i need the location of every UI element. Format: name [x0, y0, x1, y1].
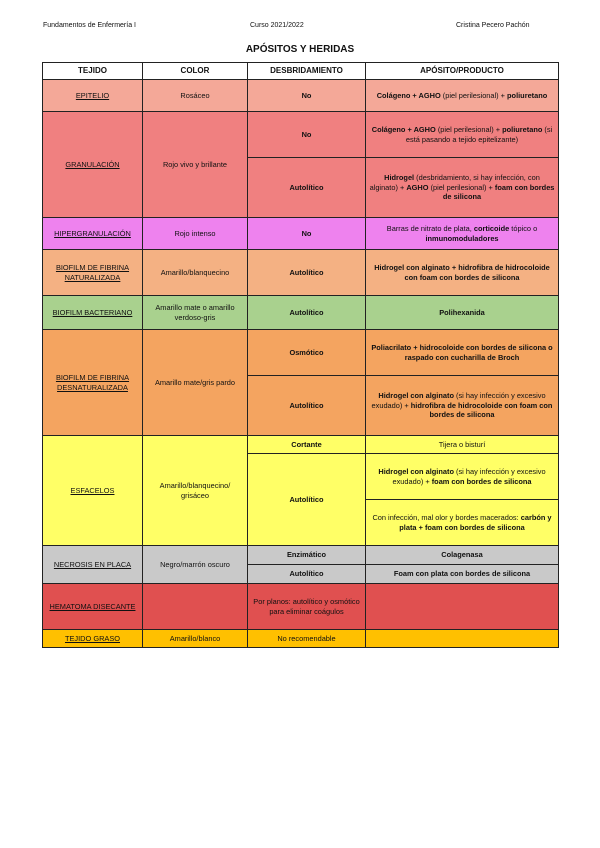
product-cell	[366, 500, 559, 546]
col-header-tejido: TEJIDO	[43, 63, 143, 80]
product-text: poliuretano	[502, 124, 543, 134]
table-row-granulacion	[43, 112, 559, 158]
table-row-biofilm-desnaturalizada	[43, 330, 559, 376]
color-cell: Rojo vivo y brillante	[143, 112, 248, 218]
product-text: Colágeno + AGHO	[371, 124, 436, 134]
header-course: Curso 2021/2022	[250, 22, 304, 29]
product-cell: Polihexanida	[366, 296, 559, 330]
tissue-cell: GRANULACIÓN	[43, 112, 143, 218]
product-text: (piel perilesional) +	[435, 124, 503, 134]
product-text: (piel perilesional) +	[440, 90, 508, 100]
table-row-esfacelos	[43, 436, 559, 454]
product-text: hidrofibra de hidrocoloide con foam con bordes de silicona	[410, 400, 553, 420]
product-cell: Foam con plata con bordes de silicona	[366, 565, 559, 584]
table-row-tejido-graso	[43, 630, 559, 648]
tissue-cell: TEJIDO GRASO	[43, 630, 143, 648]
debridement-cell: Autolítico	[248, 250, 366, 296]
debridement-cell: Por planos: autolítico y osmótico para eliminar coágulos	[248, 584, 366, 630]
product-text: (piel perilesional) +	[428, 182, 495, 192]
debridement-cell: Cortante	[248, 436, 366, 454]
debridement-cell: Osmótico	[248, 330, 366, 376]
debridement-cell: No	[248, 112, 366, 158]
product-text: (si hay infección y excesivo exudado) +	[371, 390, 546, 410]
color-cell: Amarillo/blanquecino/ grisáceo	[143, 436, 248, 546]
product-cell: Poliacrilato + hidrocoloide con bordes de silicona o raspado con cucharilla de Broch	[366, 330, 559, 376]
product-cell	[366, 630, 559, 648]
product-text: AGHO	[406, 182, 429, 192]
product-text: poliuretano	[507, 90, 548, 100]
product-cell: Hidrogel con alginato + hidrofibra de hidrocoloide con foam con bordes de silicona	[366, 250, 559, 296]
header-author: Cristina Pecero Pachón	[456, 22, 530, 29]
product-cell	[366, 112, 559, 158]
dressings-table	[42, 62, 559, 648]
product-text: Con infección, mal olor y bordes macerados:	[372, 512, 521, 522]
tissue-cell: EPITELIO	[43, 80, 143, 112]
col-header-color: COLOR	[143, 63, 248, 80]
debridement-cell: Autolítico	[248, 565, 366, 584]
tissue-cell: HEMATOMA DISECANTE	[43, 584, 143, 630]
product-text: Hidrogel con alginato	[378, 466, 454, 476]
product-cell	[366, 454, 559, 500]
product-text: (si hay infección y excesivo exudado) +	[392, 466, 546, 486]
product-cell	[366, 218, 559, 250]
table-row-necrosis	[43, 546, 559, 565]
debridement-cell: No	[248, 218, 366, 250]
product-text: corticoide	[473, 223, 510, 233]
debridement-cell: Autolítico	[248, 376, 366, 436]
tissue-cell: BIOFILM BACTERIANO	[43, 296, 143, 330]
tissue-cell: BIOFILM DE FIBRINA NATURALIZADA	[43, 250, 143, 296]
table-header-row	[43, 63, 559, 80]
col-header-aposito: APÓSITO/PRODUCTO	[366, 63, 559, 80]
product-text: carbón y plata + foam con bordes de silicona	[399, 512, 552, 532]
product-cell: Colagenasa	[366, 546, 559, 565]
color-cell: Amarillo mate/gris pardo	[143, 330, 248, 436]
color-cell: Rosáceo	[143, 80, 248, 112]
product-cell	[366, 376, 559, 436]
tissue-cell: NECROSIS EN PLACA	[43, 546, 143, 584]
debridement-cell: Autolítico	[248, 158, 366, 218]
debridement-cell: No	[248, 80, 366, 112]
table-row-biofilm-naturalizada	[43, 250, 559, 296]
tissue-cell: ESFACELOS	[43, 436, 143, 546]
color-cell: Amarillo/blanquecino	[143, 250, 248, 296]
table-row-biofilm-bacteriano	[43, 296, 559, 330]
product-text: (desbridamiento, si hay infección, con alginato) +	[369, 172, 540, 192]
color-cell: Rojo intenso	[143, 218, 248, 250]
table-row-hematoma	[43, 584, 559, 630]
product-text: foam con bordes de silicona	[431, 476, 532, 486]
debridement-cell: Autolítico	[248, 296, 366, 330]
table-row-epitelio	[43, 80, 559, 112]
debridement-cell: No recomendable	[248, 630, 366, 648]
product-cell	[366, 158, 559, 218]
product-cell	[366, 80, 559, 112]
product-text: (si está pasando a tejido epitelizante)	[405, 124, 553, 144]
product-cell	[366, 584, 559, 630]
color-cell	[143, 584, 248, 630]
product-text: tópico o	[509, 223, 538, 233]
product-text: Hidrogel	[384, 172, 415, 182]
product-cell: Tijera o bisturí	[366, 436, 559, 454]
tissue-cell: BIOFILM DE FIBRINA DESNATURALIZADA	[43, 330, 143, 436]
product-text: foam con bordes de silicona	[442, 182, 555, 202]
color-cell: Amarillo/blanco	[143, 630, 248, 648]
header-subject: Fundamentos de Enfermería I	[43, 22, 136, 29]
table-row-hipergranulacion	[43, 218, 559, 250]
debridement-cell: Enzimático	[248, 546, 366, 565]
product-text: Hidrogel con alginato	[378, 390, 454, 400]
color-cell: Amarillo mate o amarillo verdoso-gris	[143, 296, 248, 330]
col-header-desbridamiento: DESBRIDAMIENTO	[248, 63, 366, 80]
debridement-cell: Autolítico	[248, 454, 366, 546]
tissue-cell: HIPERGRANULACIÓN	[43, 218, 143, 250]
product-text: Barras de nitrato de plata,	[386, 223, 474, 233]
product-text: Colágeno + AGHO	[376, 90, 441, 100]
page-title: APÓSITOS Y HERIDAS	[245, 44, 355, 55]
color-cell: Negro/marrón oscuro	[143, 546, 248, 584]
product-text: inmunomoduladores	[425, 233, 499, 243]
